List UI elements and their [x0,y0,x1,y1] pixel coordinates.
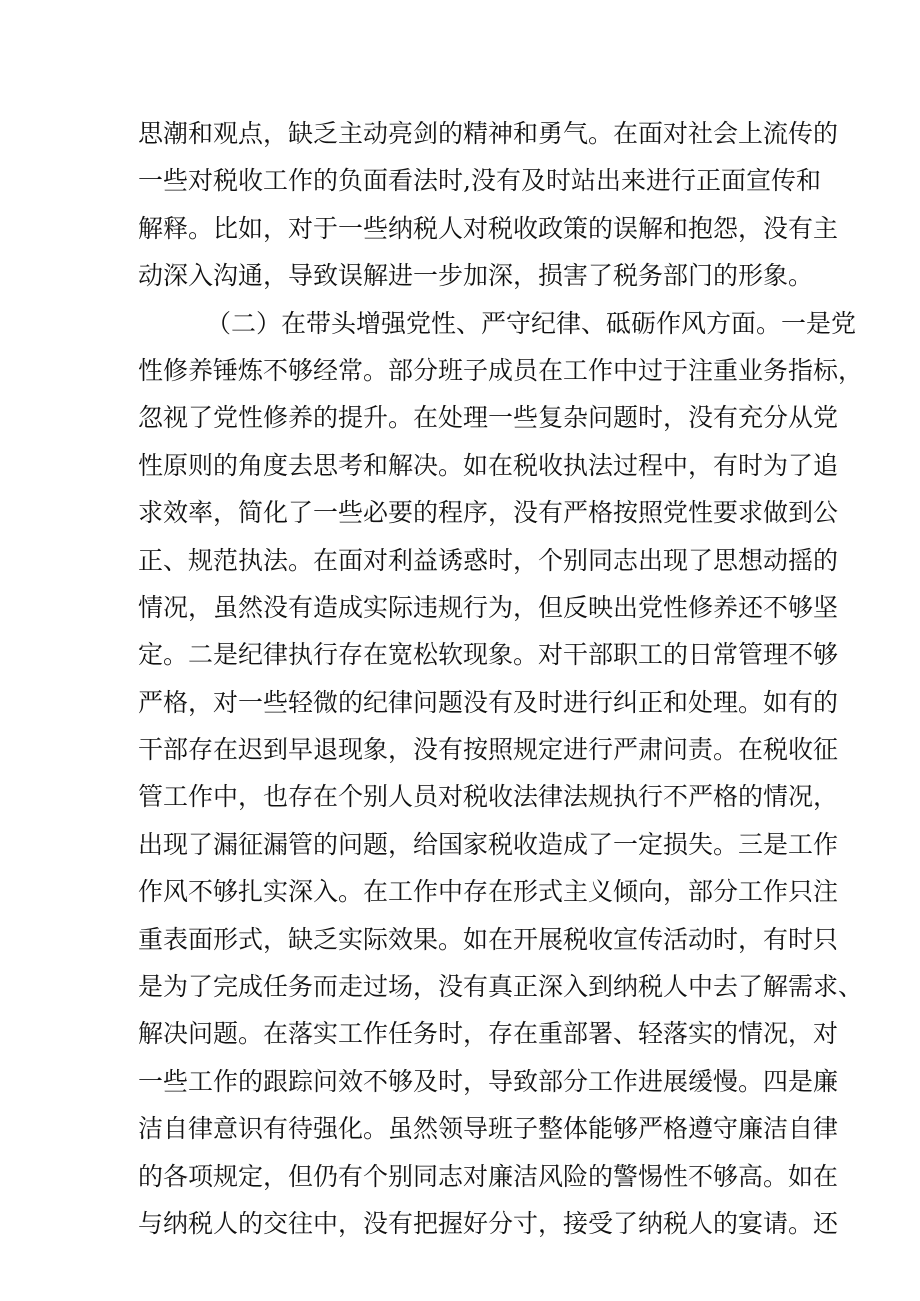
text-line-10: 正、规范执法。在面对利益诱惑时，个别同志出现了思想动摇的 [138,545,839,575]
text-line-2: 一些对税收工作的负面看法时,没有及时站出来进行正面宣传和 [138,166,821,196]
text-line-5: （二）在带头增强党性、严守纪律、砥砺作风方面。一是党 [206,308,857,338]
text-line-20: 解决问题。在落实工作任务时，存在重部署、轻落实的情况，对 [138,1019,839,1049]
text-line-3: 解释。比如，对于一些纳税人对税收政策的误解和抱怨，没有主 [138,213,839,243]
text-line-12: 定。二是纪律执行存在宽松软现象。对干部职工的日常管理不够 [138,640,839,670]
text-line-18: 重表面形式，缺乏实际效果。如在开展税收宣传活动时，有时只 [138,924,839,954]
text-line-23: 的各项规定，但仍有个别同志对廉洁风险的警惕性不够高。如在 [138,1161,839,1191]
text-line-9: 求效率，简化了一些必要的程序，没有严格按照党性要求做到公 [138,498,839,528]
text-line-19: 是为了完成任务而走过场，没有真正深入到纳税人中去了解需求、 [138,972,864,1002]
text-line-16: 出现了漏征漏管的问题，给国家税收造成了一定损失。三是工作 [138,829,839,859]
text-line-1: 思潮和观点，缺乏主动亮剑的精神和勇气。在面对社会上流传的 [138,119,839,148]
text-line-7: 忽视了党性修养的提升。在处理一些复杂问题时，没有充分从党 [138,403,839,433]
text-line-14: 干部存在迟到早退现象，没有按照规定进行严肃问责。在税收征 [138,735,839,765]
text-line-8: 性原则的角度去思考和解决。如在税收执法过程中，有时为了追 [138,450,839,480]
text-line-4: 动深入沟通，导致误解进一步加深，损害了税务部门的形象。 [138,261,814,291]
text-line-24: 与纳税人的交往中，没有把握好分寸，接受了纳税人的宴请。还 [138,1208,839,1238]
text-line-6: 性修养锤炼不够经常。部分班子成员在工作中过于注重业务指标， [138,355,864,385]
text-line-21: 一些工作的跟踪问效不够及时，导致部分工作进展缓慢。四是廉 [138,1066,839,1096]
text-line-17: 作风不够扎实深入。在工作中存在形式主义倾向，部分工作只注 [138,877,839,907]
text-line-22: 洁自律意识有待强化。虽然领导班子整体能够严格遵守廉洁自律 [138,1114,839,1144]
text-line-13: 严格，对一些轻微的纪律问题没有及时进行纠正和处理。如有的 [138,687,839,717]
text-line-11: 情况，虽然没有造成实际违规行为，但反映出党性修养还不够坚 [138,592,839,622]
body-text [138,110,864,1247]
text-line-15: 管工作中，也存在个别人员对税收法律法规执行不严格的情况， [138,782,839,812]
